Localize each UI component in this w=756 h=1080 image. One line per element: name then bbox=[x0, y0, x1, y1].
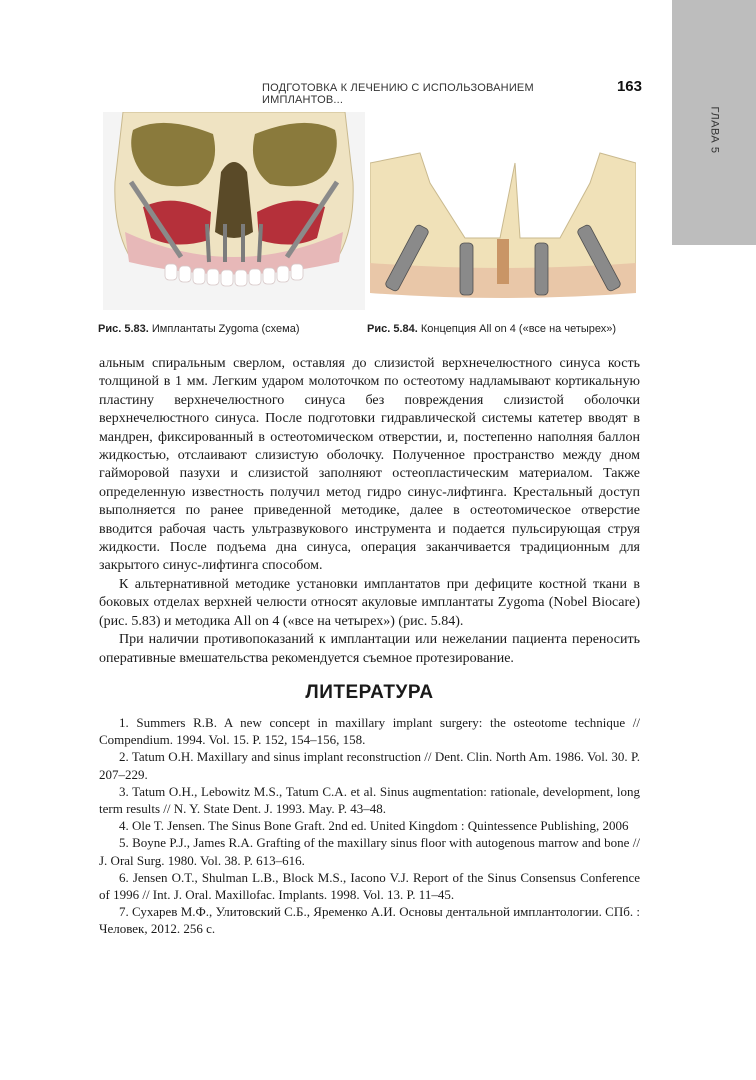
paragraph: При наличии противопоказаний к имплантации или нежелании пациента переносить оперативные вмешательства рекомендуется съемное протезирование. bbox=[99, 632, 640, 666]
figure-caption-5-84 bbox=[367, 323, 616, 335]
body-text bbox=[99, 355, 640, 668]
paragraph: альным спиральным сверлом, оставляя до слизистой верхнечелюстного синуса кость толщиной в 1 мм. Легким ударом молоточком по остеотому надламывают кортикальную пластину верхнечелюстного синуса без повреждения слизистой оболочки верхнечелюстного синуса. После подготовки гидравлической системы катетер вводят в мандрен, фиксированный в остеотомическом отверстии, и, постепенно наполняя баллон жидкостью, отслаивают слизистую оболочку. Полученное пространство между дном гайморовой пазухи и слизистой заполняют остеопластическим материалом. Также определенную известность получил метод гидро синус-лифтинга. Крестальный доступ выполняется по ранее приведенной методике, далее в остеотомическое отверстие вводится рабочая часть ультразвукового инструмента и подается пульсирующая струя жидкости. После подъема дна синуса, операция заканчивается традиционным для закрытого синус-лифтинга способом. bbox=[99, 356, 640, 574]
reference-item: 6. Jensen O.T., Shulman L.B., Block M.S., Iacono V.J. Report of the Sinus Consensus Conference of 1996 // Int. J. Oral. Maxillofac. Implants. 1998. Vol. 13. P. 11–45. bbox=[99, 869, 640, 903]
skull-zygoma-implants-illustration bbox=[103, 112, 365, 310]
reference-item: 4. Ole T. Jensen. The Sinus Bone Graft. 2nd ed. United Kingdom : Quintessence Publishing, 2006 bbox=[119, 818, 629, 834]
paragraph: К альтернативной методике установки имплантатов при дефиците костной ткани в боковых отделах верхней челюсти относят акуловые имплантаты Zygoma (Nobel Biocare) (рис. 5.83) и методика All on 4 («все на четырех») (рис. 5.84). bbox=[99, 576, 640, 629]
figure-number: Рис. 5.83. bbox=[98, 323, 149, 335]
running-title: ПОДГОТОВКА К ЛЕЧЕНИЮ С ИСПОЛЬЗОВАНИЕМ ИМПЛАНТОВ... bbox=[262, 82, 534, 106]
page-number: 163 bbox=[616, 78, 642, 95]
all-on-4-implants-illustration bbox=[370, 143, 636, 311]
figure-number: Рис. 5.84. bbox=[367, 323, 418, 335]
figure-caption-5-83 bbox=[98, 323, 299, 335]
running-header bbox=[262, 78, 642, 106]
references-list bbox=[99, 714, 640, 938]
chapter-tab-label-wrap bbox=[672, 106, 756, 154]
reference-item: 3. Tatum O.H., Lebowitz M.S., Tatum C.A. et al. Sinus augmentation: rationale, development, long term results // N. Y. State Dent. J. 1993. May. P. 43–48. bbox=[99, 783, 640, 817]
figure-all-on-4 bbox=[370, 143, 636, 311]
reference-item: 2. Tatum O.H. Maxillary and sinus implant reconstruction // Dent. Clin. North Am. 1986. Vol. 30. P. 207–229. bbox=[99, 749, 640, 782]
reference-item: 7. Сухарев М.Ф., Улитовский С.Б., Яременко А.И. Основы дентальной имплантологии. СПб. : Человек, 2012. 256 с. bbox=[99, 904, 640, 937]
chapter-tab-label: ГЛАВА 5 bbox=[707, 106, 720, 154]
references-title: ЛИТЕРАТУРА bbox=[305, 682, 434, 703]
reference-item: 1. Summers R.B. A new concept in maxillary implant surgery: the osteotome technique // Compendium. 1994. Vol. 15. P. 152, 154–156, 158. bbox=[99, 715, 640, 748]
figure-zygoma-implants bbox=[103, 112, 365, 310]
figure-caption-text: Имплантаты Zygoma (схема) bbox=[151, 323, 300, 335]
figure-caption-text: Концепция All on 4 («все на четырех») bbox=[420, 323, 617, 335]
reference-item: 5. Boyne P.J., James R.A. Grafting of the maxillary sinus floor with autogenous marrow and bone // J. Oral Surg. 1980. Vol. 38. P. 613–616. bbox=[99, 835, 640, 868]
